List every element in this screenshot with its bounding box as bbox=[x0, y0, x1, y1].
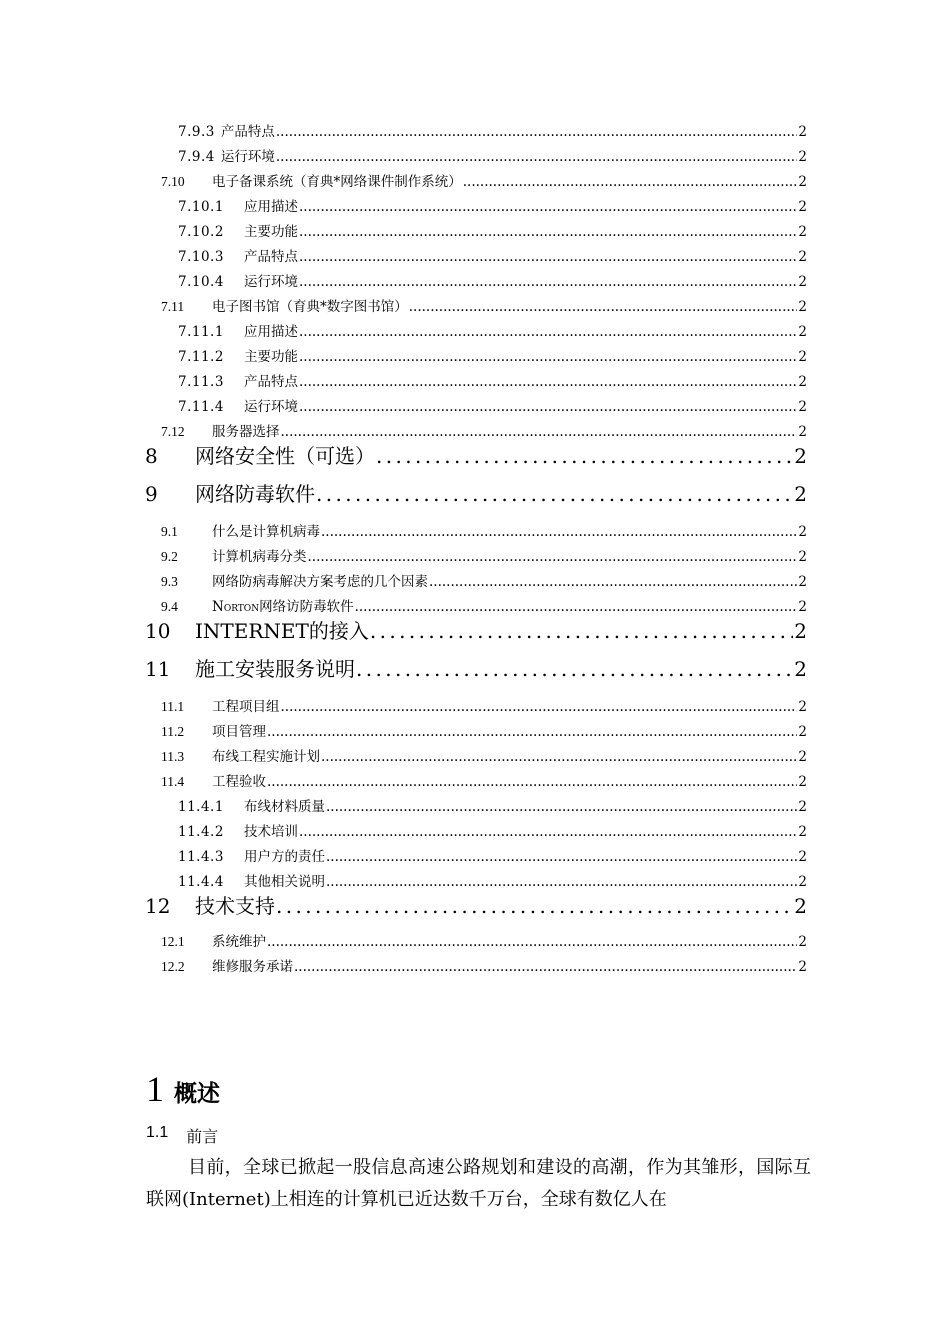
toc-entry-number: 7.10.4 bbox=[178, 274, 224, 290]
toc-entry-number: 11.2 bbox=[161, 724, 185, 739]
toc-entry-title: 系统维护 bbox=[212, 934, 266, 950]
toc-page-number: 2 bbox=[798, 849, 807, 865]
toc-entry-number: 10 bbox=[145, 619, 171, 643]
toc-page-number: 2 bbox=[798, 699, 807, 715]
toc-entry-title: 运行环境 bbox=[220, 149, 275, 165]
toc-entry-number: 7.11.2 bbox=[178, 349, 224, 365]
toc-leader-dots bbox=[326, 799, 797, 815]
body-paragraph: 目前，全球已掀起一股信息高速公路规划和建设的高潮，作为其雏形，国际互联网(Internet)上相连的计算机已近达数千万台，全球有数亿人在 bbox=[146, 1157, 811, 1210]
toc-entry-number: 7.10.1 bbox=[178, 199, 224, 215]
toc-entry-title: 应用描述 bbox=[244, 324, 298, 340]
toc-leader-dots bbox=[326, 874, 797, 890]
toc-entry-number: 11 bbox=[145, 657, 171, 681]
toc-entry[interactable] bbox=[178, 120, 807, 140]
toc-entry-title: 应用描述 bbox=[244, 199, 298, 215]
section-title: 前言 bbox=[186, 1127, 219, 1146]
toc-entry[interactable] bbox=[178, 320, 807, 340]
section-heading bbox=[146, 1124, 218, 1147]
toc-page-number: 2 bbox=[794, 619, 807, 643]
toc-entry[interactable] bbox=[178, 145, 807, 165]
toc-leader-dots bbox=[299, 824, 797, 840]
toc-entry-title: 布线工程实施计划 bbox=[212, 749, 320, 765]
toc-entry[interactable] bbox=[161, 295, 807, 315]
toc-entry[interactable] bbox=[161, 520, 807, 540]
toc-leader-dots bbox=[299, 324, 797, 340]
toc-entry-number: 9.4 bbox=[161, 599, 178, 614]
toc-entry[interactable] bbox=[178, 220, 807, 240]
toc-entry[interactable] bbox=[161, 695, 807, 715]
section-number: 1.1 bbox=[146, 1124, 169, 1141]
toc-entry-title: 主要功能 bbox=[244, 224, 298, 240]
toc-page-number: 2 bbox=[798, 124, 807, 140]
toc-page-number: 2 bbox=[798, 274, 807, 290]
toc-page-number: 2 bbox=[798, 799, 807, 815]
toc-entry-number: 9.2 bbox=[161, 549, 178, 564]
toc-entry[interactable] bbox=[178, 820, 807, 840]
toc-page-number: 2 bbox=[798, 574, 807, 590]
toc-entry[interactable] bbox=[178, 245, 807, 265]
toc-page-number: 2 bbox=[798, 149, 807, 165]
toc-leader-dots bbox=[326, 849, 797, 865]
toc-page-number: 2 bbox=[798, 749, 807, 765]
chapter-title: 概述 bbox=[174, 1081, 220, 1107]
toc-entry-number: 11.3 bbox=[161, 749, 185, 764]
toc-entry-number: 7.10 bbox=[161, 174, 185, 189]
toc-leader-dots bbox=[276, 894, 793, 918]
toc-page-number: 2 bbox=[794, 444, 807, 468]
toc-entry-title: 网络防毒软件 bbox=[195, 482, 315, 506]
chapter-number: 1 bbox=[146, 1069, 164, 1109]
toc-entry[interactable] bbox=[178, 870, 807, 890]
toc-entry-title: 电子图书馆（育典*数字图书馆） bbox=[212, 299, 408, 315]
toc-leader-dots bbox=[299, 349, 797, 365]
toc-entry-title: 产品特点 bbox=[244, 374, 298, 390]
toc-entry-title bbox=[212, 595, 354, 615]
toc-entry[interactable] bbox=[161, 745, 807, 765]
toc-entry[interactable] bbox=[178, 795, 807, 815]
toc-entry-number: 12.2 bbox=[161, 959, 185, 974]
toc-entry[interactable] bbox=[178, 395, 807, 415]
toc-entry[interactable] bbox=[145, 440, 807, 470]
toc-page-number: 2 bbox=[798, 399, 807, 415]
toc-leader-dots bbox=[267, 724, 797, 740]
toc-page-number: 2 bbox=[798, 959, 807, 975]
toc-leader-dots bbox=[299, 274, 797, 290]
toc-leader-dots bbox=[276, 124, 798, 140]
toc-entry-title: 产品特点 bbox=[220, 124, 275, 140]
toc-entry-title: 产品特点 bbox=[244, 249, 298, 265]
toc-leader-dots bbox=[429, 574, 797, 590]
toc-page-number: 2 bbox=[798, 374, 807, 390]
toc-entry-title: 网络防病毒解决方案考虑的几个因素 bbox=[212, 574, 428, 590]
toc-entry-number: 7.10.2 bbox=[178, 224, 224, 240]
toc-entry-title: 工程项目组 bbox=[212, 699, 280, 715]
toc-page-number: 2 bbox=[798, 324, 807, 340]
toc-leader-dots bbox=[299, 399, 797, 415]
toc-leader-dots bbox=[376, 444, 793, 468]
toc-entry[interactable] bbox=[178, 370, 807, 390]
toc-entry-number: 9.3 bbox=[161, 574, 178, 589]
toc-entry-number: 7.11.1 bbox=[178, 324, 224, 340]
toc-leader-dots bbox=[299, 199, 797, 215]
toc-entry-title: 运行环境 bbox=[244, 399, 298, 415]
toc-page-number: 2 bbox=[798, 249, 807, 265]
toc-page-number: 2 bbox=[798, 524, 807, 540]
toc-leader-dots bbox=[299, 249, 797, 265]
toc-page-number: 2 bbox=[798, 774, 807, 790]
toc-entry[interactable] bbox=[178, 345, 807, 365]
toc-entry-number: 9 bbox=[145, 482, 158, 506]
toc-entry-number: 12 bbox=[145, 894, 171, 918]
toc-leader-dots bbox=[356, 657, 793, 681]
toc-entry[interactable] bbox=[161, 595, 807, 615]
toc-leader-dots bbox=[321, 749, 797, 765]
toc-entry-title: 项目管理 bbox=[212, 724, 266, 740]
toc-entry-title: 技术支持 bbox=[195, 894, 275, 918]
toc-entry-number: 7.11.4 bbox=[178, 399, 224, 415]
toc-entry-title: 工程验收 bbox=[212, 774, 266, 790]
toc-entry-title: 计算机病毒分类 bbox=[212, 549, 307, 565]
toc-entry-number: 11.4.2 bbox=[178, 824, 224, 840]
toc-entry-title: 技术培训 bbox=[244, 824, 298, 840]
toc-entry-number: 11.4.4 bbox=[178, 874, 224, 890]
toc-entry-number: 7.10.3 bbox=[178, 249, 224, 265]
toc-entry-number: 7.12 bbox=[161, 424, 185, 439]
toc-entry[interactable] bbox=[161, 930, 807, 950]
toc-entry[interactable] bbox=[161, 955, 807, 975]
toc-leader-dots bbox=[308, 549, 798, 565]
toc-page-number: 2 bbox=[798, 299, 807, 315]
toc-entry-number: 9.1 bbox=[161, 524, 178, 539]
toc-entry[interactable] bbox=[178, 270, 807, 290]
toc-entry-title: 用户方的责任 bbox=[244, 849, 325, 865]
toc-page-number: 2 bbox=[798, 549, 807, 565]
toc-entry[interactable] bbox=[161, 545, 807, 565]
toc-leader-dots bbox=[463, 174, 798, 190]
toc-entry-number: 11.4.3 bbox=[178, 849, 224, 865]
toc-page-number: 2 bbox=[798, 934, 807, 950]
toc-page-number: 2 bbox=[798, 349, 807, 365]
toc-entry-title: 布线材料质量 bbox=[244, 799, 325, 815]
toc-page-number: 2 bbox=[798, 824, 807, 840]
toc-leader-dots bbox=[355, 599, 798, 615]
toc-entry-title: 其他相关说明 bbox=[244, 874, 325, 890]
toc-entry-number: 7.11.3 bbox=[178, 374, 224, 390]
toc-page-number: 2 bbox=[798, 599, 807, 615]
toc-leader-dots bbox=[299, 374, 797, 390]
toc-entry[interactable] bbox=[161, 170, 807, 190]
toc-entry-title-text: 网络访防毒软件 bbox=[259, 599, 354, 615]
toc-entry-title: 服务器选择 bbox=[212, 424, 280, 440]
toc-leader-dots bbox=[281, 699, 798, 715]
toc-entry[interactable] bbox=[145, 653, 807, 683]
toc-entry-number: 7.9.3 bbox=[178, 124, 215, 140]
toc-entry-title: 主要功能 bbox=[244, 349, 298, 365]
toc-entry[interactable] bbox=[145, 615, 807, 645]
toc-entry-number: 8 bbox=[145, 444, 158, 468]
toc-entry-number: 11.1 bbox=[161, 699, 185, 714]
toc-entry[interactable] bbox=[161, 420, 807, 440]
toc-entry-title-prefix: Norton bbox=[212, 599, 260, 615]
toc-page-number: 2 bbox=[798, 174, 807, 190]
toc-page-number: 2 bbox=[798, 874, 807, 890]
toc-leader-dots bbox=[321, 524, 797, 540]
toc-entry-title: 电子备课系统（育典*网络课件制作系统） bbox=[212, 174, 462, 190]
toc-leader-dots bbox=[294, 959, 797, 975]
toc-page-number: 2 bbox=[798, 424, 807, 440]
toc-entry[interactable] bbox=[145, 478, 807, 508]
chapter-heading bbox=[146, 1068, 220, 1110]
toc-leader-dots bbox=[276, 149, 798, 165]
toc-entry[interactable] bbox=[161, 720, 807, 740]
toc-entry-title: INTERNET的接入 bbox=[195, 619, 369, 643]
toc-leader-dots bbox=[267, 774, 797, 790]
toc-entry-number: 7.9.4 bbox=[178, 149, 215, 165]
toc-page-number: 2 bbox=[798, 224, 807, 240]
toc-page-number: 2 bbox=[798, 724, 807, 740]
toc-entry-number: 11.4.1 bbox=[178, 799, 224, 815]
toc-entry-number: 12.1 bbox=[161, 934, 185, 949]
toc-leader-dots bbox=[281, 424, 798, 440]
toc-leader-dots bbox=[299, 224, 797, 240]
toc-page-number: 2 bbox=[794, 657, 807, 681]
toc-leader-dots bbox=[267, 934, 797, 950]
toc-page-number: 2 bbox=[798, 199, 807, 215]
toc-entry[interactable] bbox=[161, 770, 807, 790]
toc-entry-title: 运行环境 bbox=[244, 274, 298, 290]
toc-entry-title: 什么是计算机病毒 bbox=[212, 524, 320, 540]
toc-leader-dots bbox=[409, 299, 798, 315]
toc-entry[interactable] bbox=[161, 570, 807, 590]
toc-entry-number: 7.11 bbox=[161, 299, 185, 314]
toc-entry[interactable] bbox=[178, 845, 807, 865]
toc-leader-dots bbox=[316, 482, 793, 506]
toc-entry-title: 网络安全性（可选） bbox=[195, 444, 375, 468]
toc-page-number: 2 bbox=[794, 894, 807, 918]
toc-entry-number: 11.4 bbox=[161, 774, 185, 789]
toc-leader-dots bbox=[370, 619, 793, 643]
toc-entry-title: 施工安装服务说明 bbox=[195, 657, 355, 681]
toc-page-number: 2 bbox=[794, 482, 807, 506]
toc-entry-title: 维修服务承诺 bbox=[212, 959, 293, 975]
toc-entry[interactable] bbox=[145, 890, 807, 920]
toc-entry[interactable] bbox=[178, 195, 807, 215]
